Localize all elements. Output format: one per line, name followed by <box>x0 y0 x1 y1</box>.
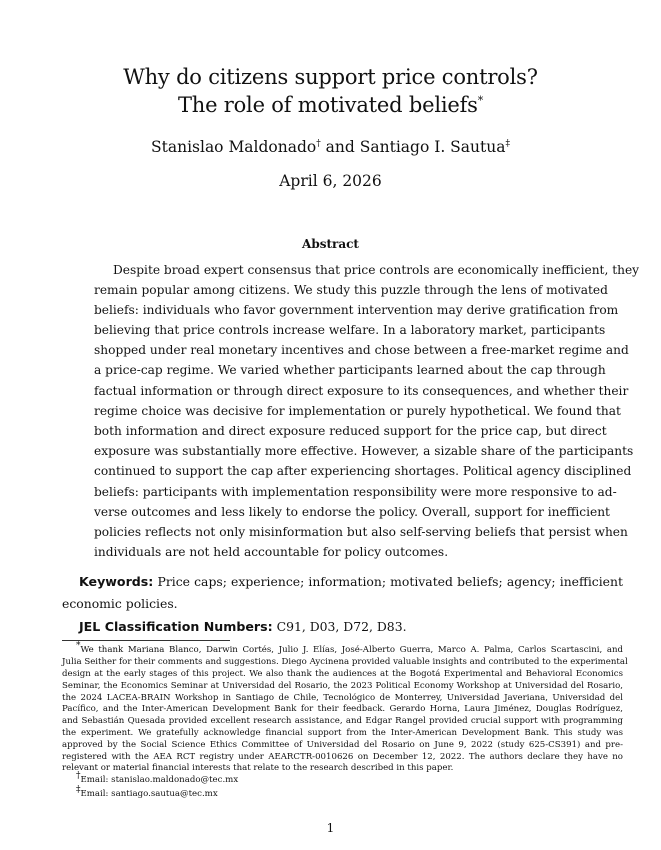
jel-codes: C91, D03, D72, D83. <box>276 619 407 634</box>
footnote-thanks-line: Julia Seither for their comments and suggestions. Diego Aycinena provided valuable insights and contributed to the experimental <box>62 657 628 667</box>
title-footnote-mark: * <box>477 94 484 107</box>
footnote-thanks-line: the experiment. We gratefully acknowledge financial support from the Inter-American Development Bank. This study was <box>62 728 623 738</box>
footnote-rule <box>62 640 230 641</box>
footnote-thanks-line: *We thank Mariana Blanco, Darwin Cortés, Julio J. Elías, José-Alberto Guerra, Marco A. Palma, Carlos Scartascini, and <box>76 641 623 655</box>
abstract-line: factual information or through direct exposure to its consequences, and whether their <box>94 384 629 398</box>
abstract-line: remain popular among citizens. We study this puzzle through the lens of motivated <box>94 283 608 297</box>
paper-date: April 6, 2026 <box>279 172 382 190</box>
paper-title-line-2: The role of motivated beliefs* <box>177 93 484 117</box>
author-line: Stanislao Maldonado† and Santiago I. Sautua‡ <box>151 138 510 156</box>
footnote-thanks-line: registered with the AEA RCT registry under AEARCTR-0010626 on December 12, 2022. The authors declare they have no <box>62 752 623 762</box>
footnote-thanks-line: the 2024 LACEA-BRAIN Workshop in Santiago de Chile, Tecnológico de Monterrey, Universidad Javeriana, Universidad del <box>62 693 623 703</box>
author2-footnote-mark: ‡ <box>505 138 510 149</box>
abstract-line: both information and direct exposure reduced support for the price cap, but direct <box>94 424 607 438</box>
author1-footnote-mark: † <box>316 138 321 149</box>
footnote-thanks-line: Seminar, the Economics Seminar at Universidad del Rosario, the 2023 Political Economy Workshop at Universidad del Rosario, <box>62 681 623 691</box>
page-number: 1 <box>326 821 335 835</box>
paper-title-line-1: Why do citizens support price controls? <box>123 65 538 89</box>
author-sautua: Santiago I. Sautua <box>359 138 506 156</box>
abstract-heading: Abstract <box>302 237 359 251</box>
abstract-line: verse outcomes and less likely to endorse the policy. Overall, support for inefficient <box>94 505 610 519</box>
keywords-text: Price caps; experience; information; motivated beliefs; agency; inefficient <box>157 574 623 589</box>
abstract-line: Despite broad expert consensus that price controls are economically inefficient, they <box>113 263 640 277</box>
footnote-thanks-line: relevant or material financial interests that relate to the research described in this paper. <box>62 763 454 773</box>
abstract-line: policies reflects not only misinformation but also self-serving beliefs that persist when <box>94 525 628 539</box>
jel-classification <box>79 618 623 636</box>
jel-label: JEL Classification Numbers: <box>79 619 273 634</box>
abstract-line: believing that price controls increase welfare. In a laboratory market, participants <box>94 323 606 337</box>
abstract-line: regime choice was decisive for implementation or purely hypothetical. We found that <box>94 404 621 418</box>
footnote-thanks-line: design at the early stages of this project. We also thank the audiences at the Bogotá Experimental and Behavioral Economics <box>62 669 623 679</box>
abstract-line: continued to support the cap after experiencing shortages. Political agency disciplined <box>94 464 632 478</box>
abstract-line: exposure was substantially more effective. However, a sizable share of the participants <box>94 444 634 458</box>
footnote-email-maldonado: †Email: stanislao.maldonado@tec.mx <box>76 771 239 785</box>
abstract-line: beliefs: participants with implementation responsibility were more responsive to ad- <box>94 485 617 499</box>
footnote-thanks-line: approved by the Social Science Ethics Committee of Universidad del Rosario on June 9, 2022 (study 625-CS391) and pre- <box>62 740 623 750</box>
author-maldonado: Stanislao Maldonado <box>151 138 317 156</box>
footnote-email-sautua: ‡Email: santiago.sautua@tec.mx <box>76 785 218 799</box>
thanks-footnote-mark: * <box>76 641 81 652</box>
keywords-label: Keywords: <box>79 574 154 589</box>
footnote-thanks-line: and Sebastián Quesada provided excellent research assistance, and Edgar Rangel provided crucial support with programming <box>62 716 623 726</box>
abstract-line: individuals are not held accountable for policy outcomes. <box>94 545 449 559</box>
abstract-line: shopped under real monetary incentives and chose between a free-market regime and <box>94 343 629 357</box>
keywords-line-1 <box>79 573 623 591</box>
footnote-thanks-line: Pacífico, and the Inter-American Development Bank for their feedback. Gerardo Horna, Laura Jiménez, Douglas Rodríguez, <box>62 704 623 714</box>
abstract-line: beliefs: individuals who favor government intervention may derive gratification from <box>94 303 619 317</box>
abstract-line: a price-cap regime. We varied whether participants learned about the cap through <box>94 363 606 377</box>
keywords-line-2: economic policies. <box>62 596 178 611</box>
